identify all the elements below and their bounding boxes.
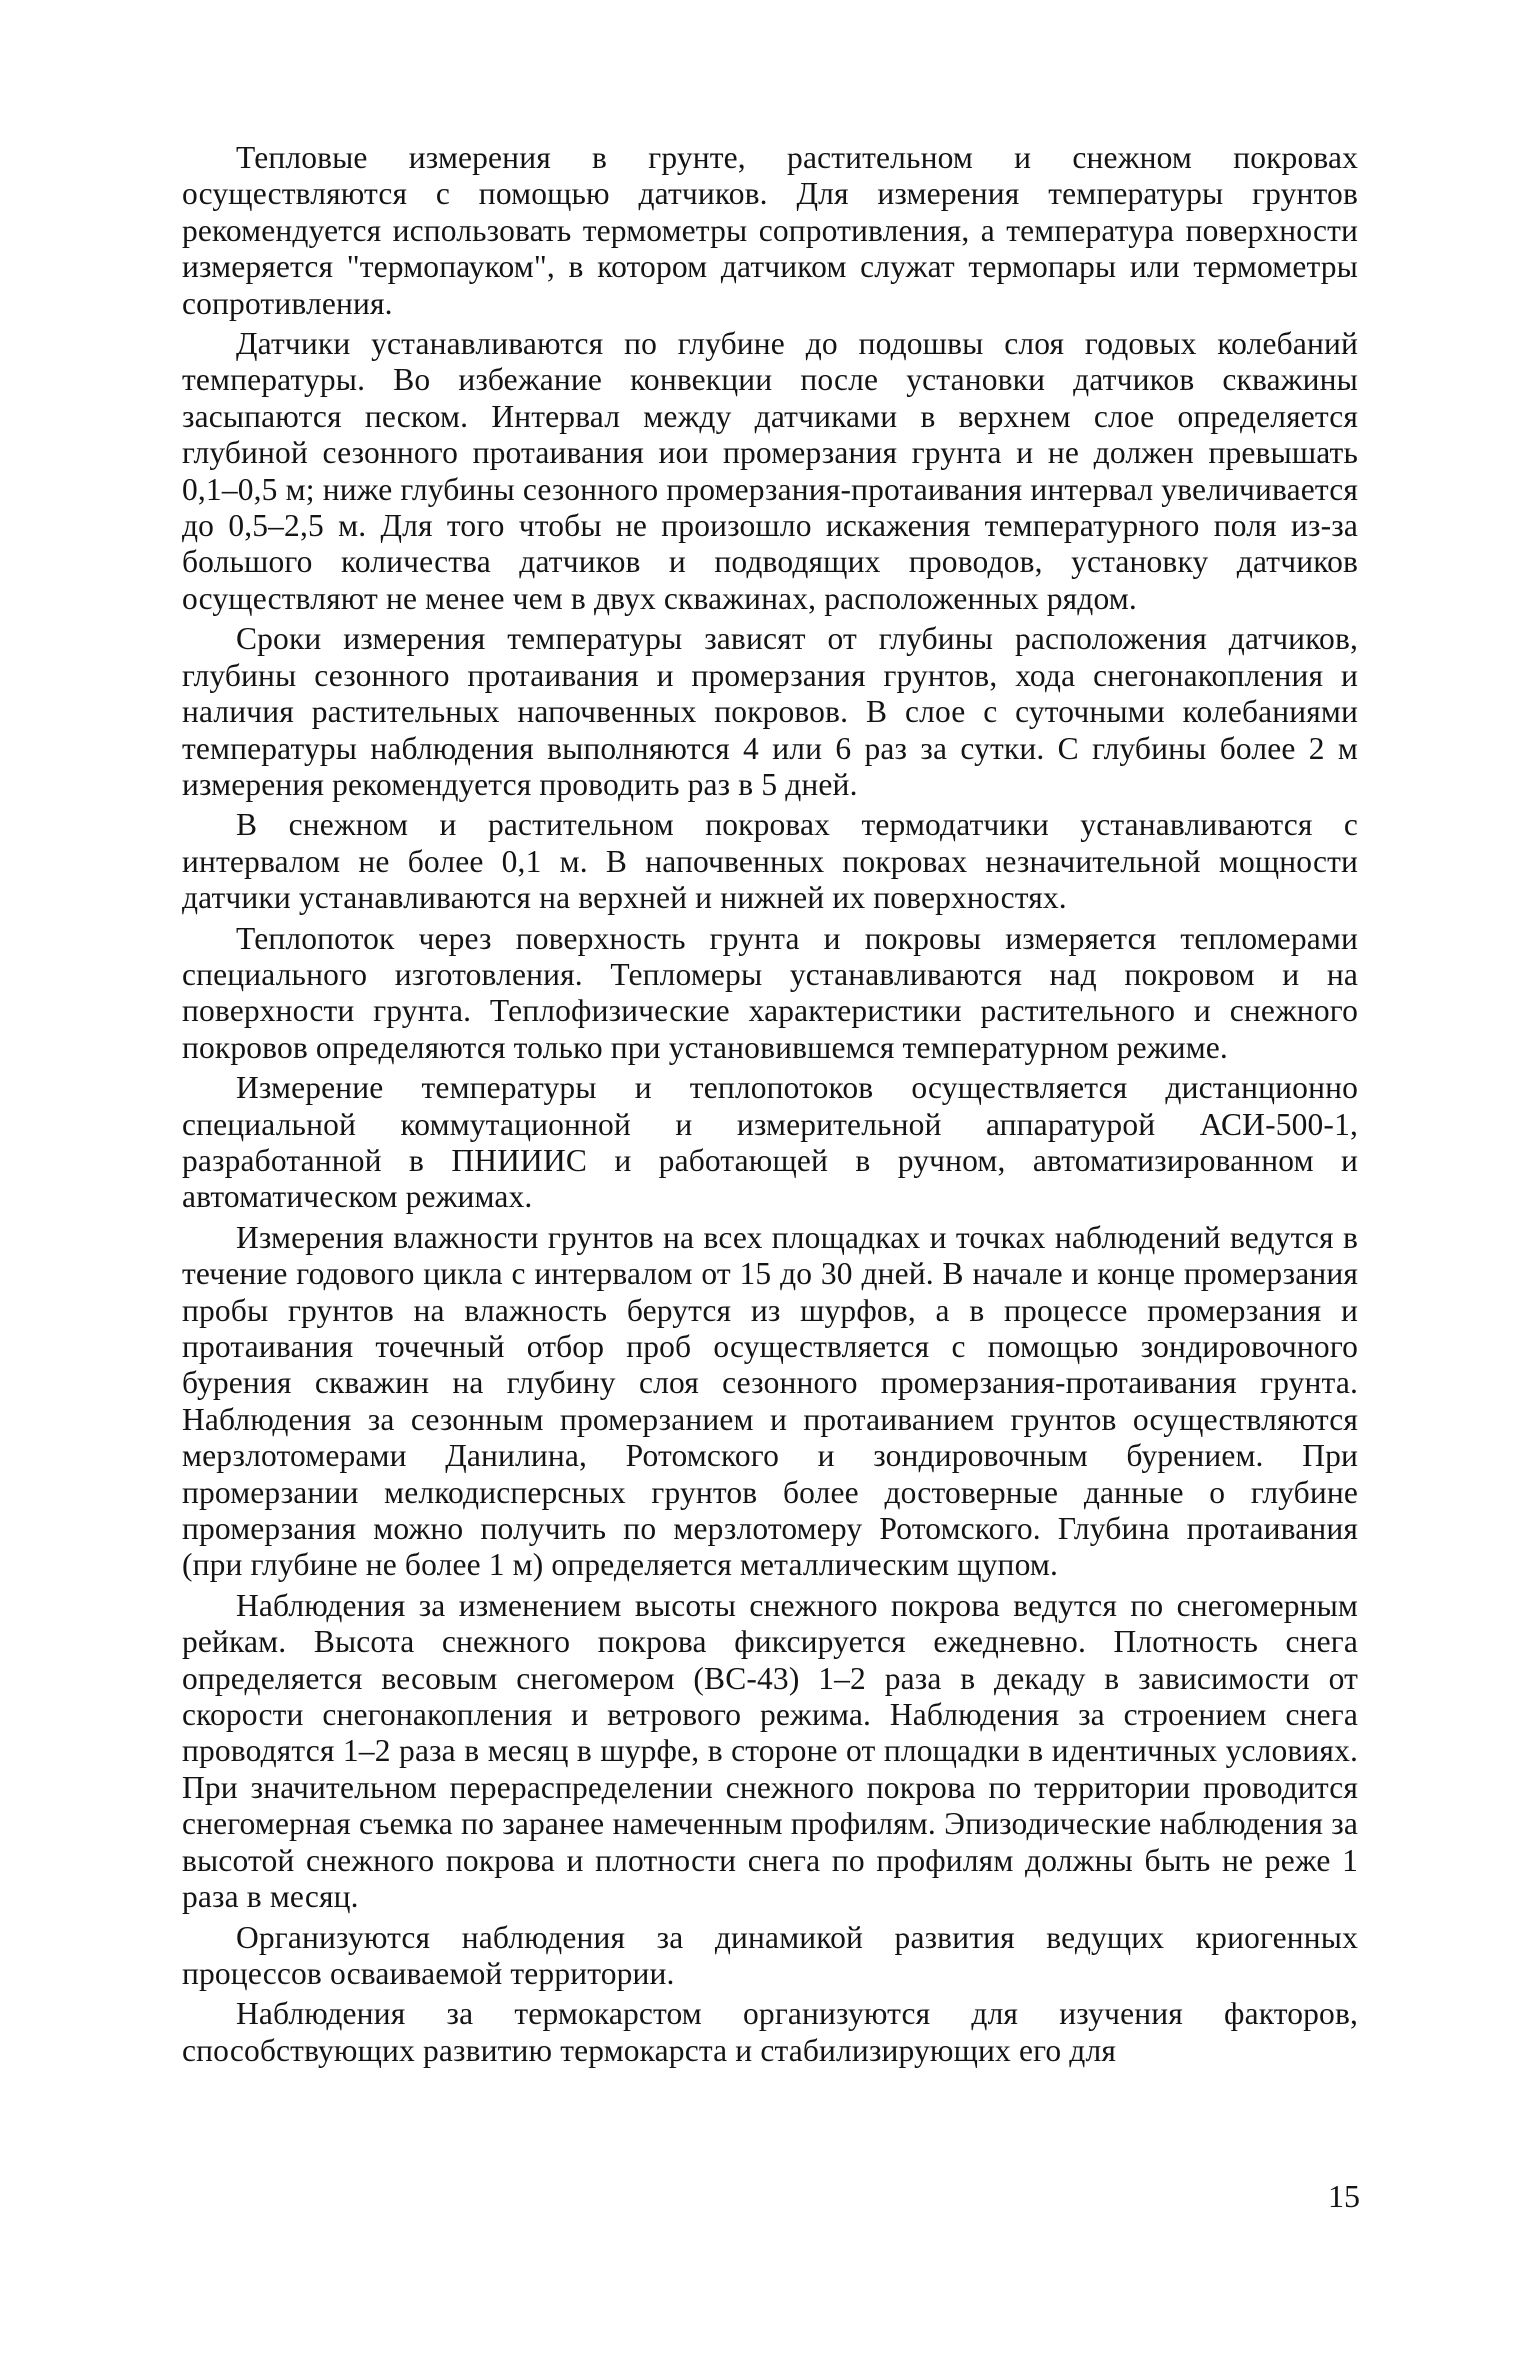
paragraph-thermokarst: Наблюдения за термокарстом организуются для изучения факторов, способствующих развитию термокарста и стабилизирующих его для bbox=[182, 1996, 1358, 2068]
paragraph-cryogenic-processes: Организуются наблюдения за динамикой развития ведущих криогенных процессов осваиваемой территории. bbox=[182, 1919, 1358, 1991]
paragraph-measurement-schedule: Сроки измерения температуры зависят от глубины расположения датчиков, глубины сезонного протаивания и промерзания грунтов, хода снегонакопления и наличия растительных напочвенных покровов. В слое с суточными колебаниями температуры наблюдения выполняются 4 или 6 раз за сутки. С глубины более 2 м измерения рекомендуется проводить раз в 5 дней. bbox=[182, 621, 1358, 802]
paragraph-sensor-installation: Датчики устанавливаются по глубине до подошвы слоя годовых колебаний температуры. Во избежание конвекции после установки датчиков скважины засыпаются песком. Интервал между датчиками в верхнем слое определяется глубиной сезонного протаивания иои промерзания грунта и не должен превышать 0,1–0,5 м; ниже глубины сезонного промерзания-протаивания интервал увеличивается до 0,5–2,5 м. Для того чтобы не произошло искажения температурного поля из-за большого количества датчиков и подводящих проводов, установку датчиков осуществляют не менее чем в двух скважинах, расположенных рядом. bbox=[182, 326, 1358, 616]
paragraph-heat-flux: Теплопоток через поверхность грунта и покровы измеряется тепломерами специального изготовления. Тепломеры устанавливаются над покровом и на поверхности грунта. Теплофизические характеристики растительного и снежного покровов определяются только при установившемся температурном режиме. bbox=[182, 920, 1358, 1065]
paragraph-remote-measurement: Измерение температуры и теплопотоков осуществляется дистанционно специальной коммутационной и измерительной аппаратурой АСИ-500-1, разработанной в ПНИИИС и работающей в ручном, автоматизированном и автоматическом режимах. bbox=[182, 1070, 1358, 1215]
body-text bbox=[182, 140, 1358, 2069]
paragraph-snow-cover: Наблюдения за изменением высоты снежного покрова ведутся по снегомерным рейкам. Высота снежного покрова фиксируется ежедневно. Плотность снега определяется весовым снегомером (ВС-43) 1–2 раза в декаду в зависимости от скорости снегонакопления и ветрового режима. Наблюдения за строением снега проводятся 1–2 раза в месяц в шурфе, в стороне от площадки в идентичных условиях. При значительном перераспределении снежного покрова по территории проводится снегомерная съемка по заранее намеченным профилям. Эпизодические наблюдения за высотой снежного покрова и плотности снега по профилям должны быть не реже 1 раза в месяц. bbox=[182, 1587, 1358, 1915]
paragraph-snow-vegetation-sensors: В снежном и растительном покровах термодатчики устанавливаются с интервалом не более 0,1 м. В напочвенных покровах незначительной мощности датчики устанавливаются на верхней и нижней их поверхностях. bbox=[182, 807, 1358, 916]
paragraph-thermal-measurements: Тепловые измерения в грунте, растительном и снежном покровах осуществляются с помощью датчиков. Для измерения температуры грунтов рекомендуется использовать термометры сопротивления, а температура поверхности измеряется "термопауком", в котором датчиком служат термопары или термометры сопротивления. bbox=[182, 140, 1358, 321]
page-number: 15 bbox=[1328, 2178, 1360, 2214]
paragraph-soil-moisture: Измерения влажности грунтов на всех площадках и точках наблюдений ведутся в течение годового цикла с интервалом от 15 до 30 дней. В начале и конце промерзания пробы грунтов на влажность берутся из шурфов, а в процессе промерзания и протаивания точечный отбор проб осуществляется с помощью зондировочного бурения скважин на глубину слоя сезонного промерзания-протаивания грунта. Наблюдения за сезонным промерзанием и протаиванием грунтов осуществляются мерзлотомерами Данилина, Ротомского и зондировочным бурением. При промерзании мелкодисперсных грунтов более достоверные данные о глубине промерзания можно получить по мерзлотомеру Ротомского. Глубина протаивания (при глубине не более 1 м) определяется металлическим щупом. bbox=[182, 1219, 1358, 1583]
